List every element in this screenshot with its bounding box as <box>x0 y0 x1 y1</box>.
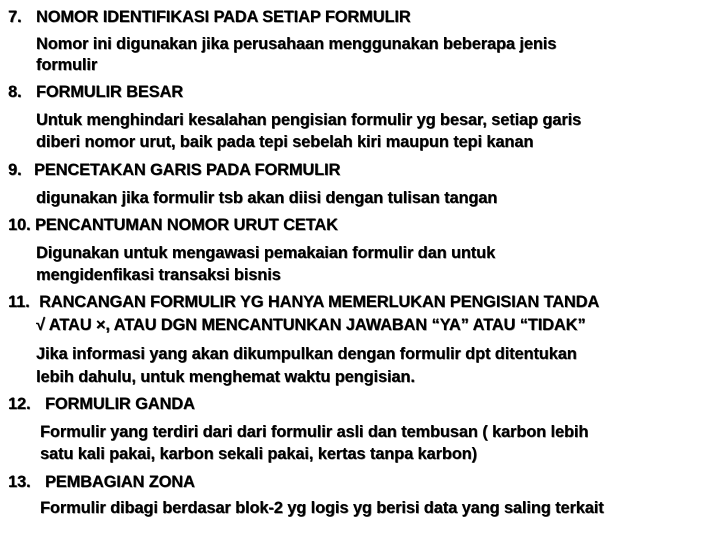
item-8-heading-line <box>8 82 183 102</box>
item-10-heading-line <box>8 215 338 235</box>
item-11-number: 11. <box>8 293 30 311</box>
item-7-body-line-1: Nomor ini digunakan jika perusahaan menggunakan beberapa jenis <box>36 35 557 53</box>
item-9-heading-line <box>8 160 340 180</box>
item-9-number: 9. <box>8 161 22 179</box>
item-10-body-line-1: Digunakan untuk mengawasi pemakaian formulir dan untuk <box>36 244 496 262</box>
item-8-body-line-1: Untuk menghindari kesalahan pengisian formulir yg besar, setiap garis <box>36 111 582 129</box>
item-11-body-line-2: lebih dahulu, untuk menghemat waktu pengisian. <box>36 368 415 386</box>
item-10-body-line-2: mengidenfikasi transaksi bisnis <box>36 266 281 284</box>
item-9-heading: PENCETAKAN GARIS PADA FORMULIR <box>33 161 341 179</box>
item-7-number: 7. <box>8 8 22 26</box>
item-9-body-line-1: digunakan jika formulir tsb akan diisi dengan tulisan tangan <box>36 189 498 207</box>
item-12-heading-line <box>8 394 195 414</box>
item-12-body-line-1: Formulir yang terdiri dari dari formulir asli dan tembusan ( karbon lebih <box>40 423 589 441</box>
item-11-heading-continuation: √ ATAU ×, ATAU DGN MENCANTUNKAN JAWABAN “YA” ATAU “TIDAK” <box>36 316 586 334</box>
item-10-number: 10. <box>8 216 31 234</box>
item-11-heading-line <box>8 292 599 312</box>
item-8-body-line-2: diberi nomor urut, baik pada tepi sebelah kiri maupun tepi kanan <box>36 133 534 151</box>
item-12-heading: FORMULIR GANDA <box>44 395 195 413</box>
item-13-number: 13. <box>8 473 31 491</box>
item-8-heading: FORMULIR BESAR <box>35 83 183 101</box>
item-7-heading: NOMOR IDENTIFIKASI PADA SETIAP FORMULIR <box>35 8 411 26</box>
item-13-heading: PEMBAGIAN ZONA <box>44 473 195 491</box>
item-11-heading: RANCANGAN FORMULIR YG HANYA MEMERLUKAN PENGISIAN TANDA <box>39 293 600 311</box>
item-7-body-line-2: formulir <box>36 56 98 74</box>
item-12-number: 12. <box>8 395 31 413</box>
item-7-heading-line <box>8 7 411 27</box>
item-13-heading-line <box>8 472 195 492</box>
item-12-body-line-2: satu kali pakai, karbon sekali pakai, kertas tanpa karbon) <box>40 445 477 463</box>
item-13-body-line-1: Formulir dibagi berdasar blok-2 yg logis yg berisi data yang saling terkait <box>40 499 604 517</box>
item-11-body-line-1: Jika informasi yang akan dikumpulkan dengan formulir dpt ditentukan <box>36 345 577 363</box>
item-8-number: 8. <box>8 83 22 101</box>
item-10-heading: PENCANTUMAN NOMOR URUT CETAK <box>34 216 338 234</box>
